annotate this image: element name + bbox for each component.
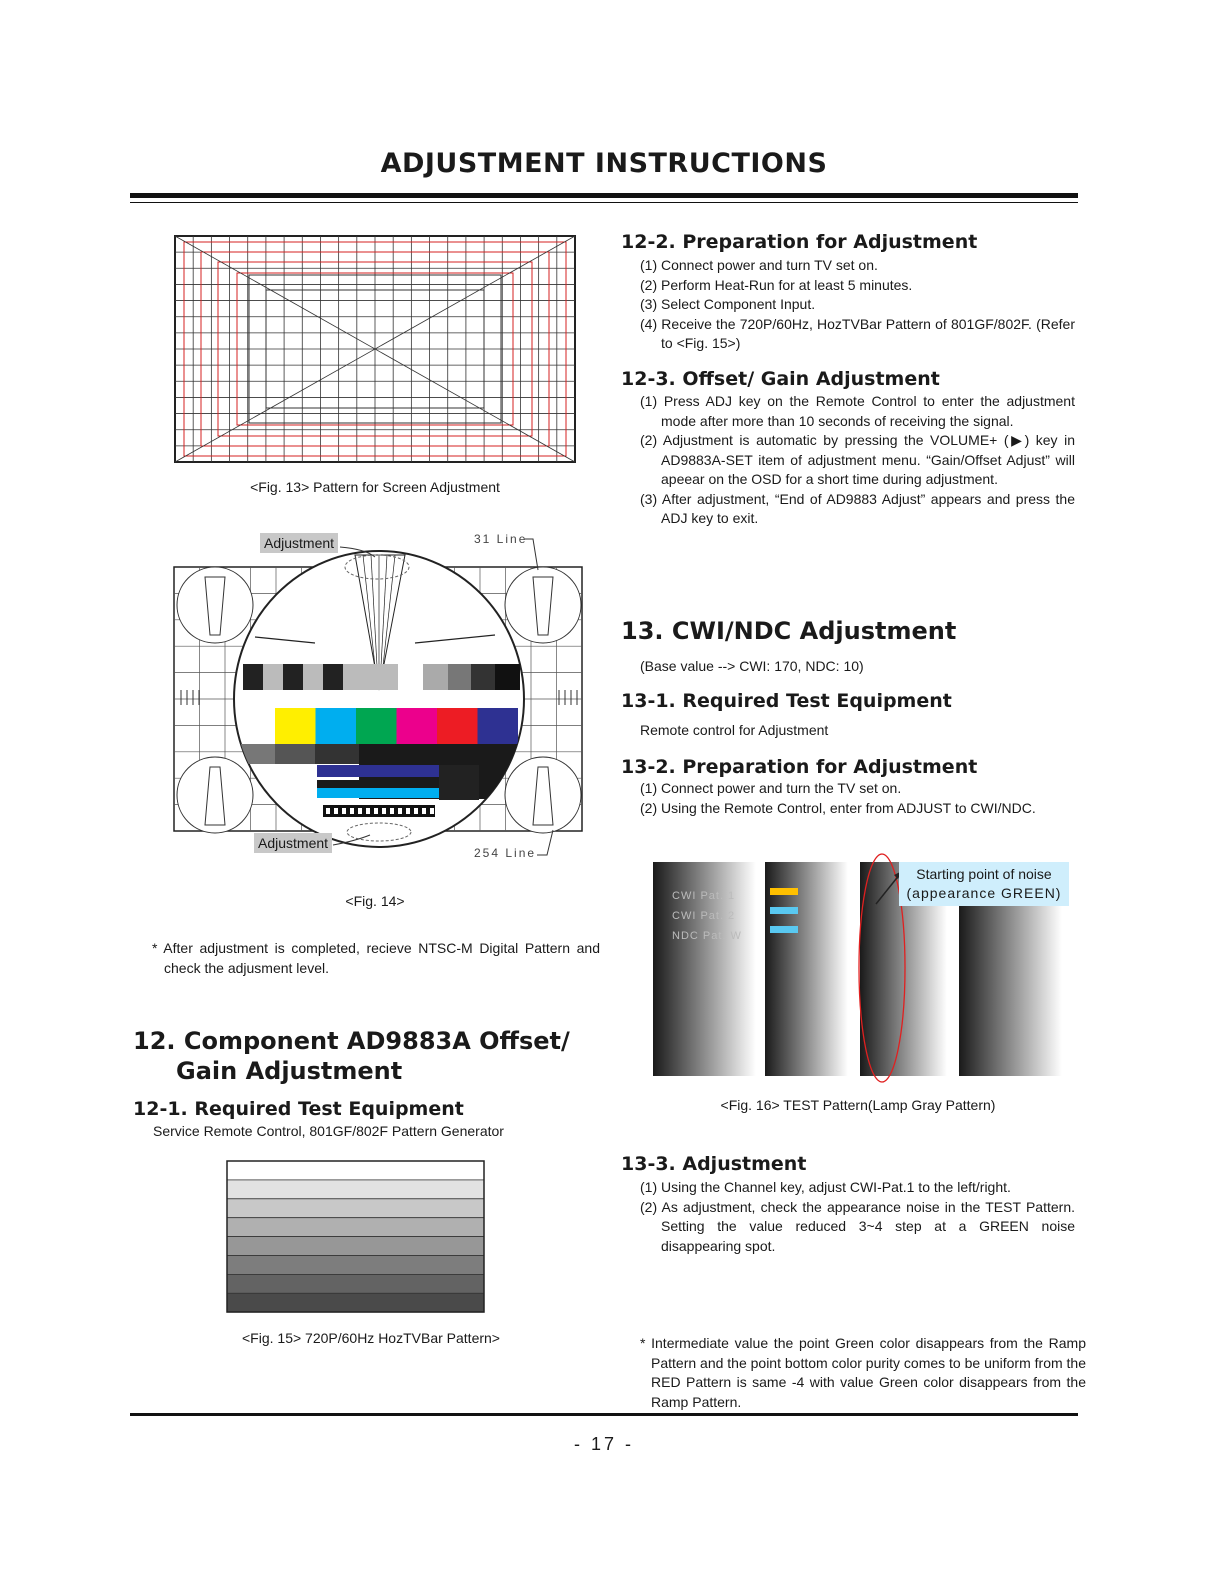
section13-1-title: 13-1. Required Test Equipment bbox=[621, 690, 952, 712]
section12-title-line1: 12. Component AD9883A Offset/ bbox=[133, 1027, 570, 1055]
section13-2-list bbox=[640, 779, 1075, 818]
fig14-line-top: 31 Line bbox=[474, 532, 528, 546]
fig16-callout-line1: Starting point of noise bbox=[916, 866, 1052, 882]
fig15-horizontal-bars bbox=[226, 1160, 485, 1313]
section12-1-title: 12-1. Required Test Equipment bbox=[133, 1098, 464, 1120]
section13-title: 13. CWI/NDC Adjustment bbox=[621, 617, 957, 645]
fig16-caption: <Fig. 16> TEST Pattern(Lamp Gray Pattern) bbox=[720, 1097, 996, 1113]
section12-3-title: 12-3. Offset/ Gain Adjustment bbox=[621, 368, 940, 390]
footer-rule bbox=[130, 1413, 1078, 1416]
fig13-caption: <Fig. 13> Pattern for Screen Adjustment bbox=[250, 479, 500, 495]
fig15-caption: <Fig. 15> 720P/60Hz HozTVBar Pattern> bbox=[242, 1330, 500, 1346]
list-item: (1) Using the Channel key, adjust CWI-Pat.1 to the left/right. bbox=[640, 1179, 1011, 1195]
section13-3-title: 13-3. Adjustment bbox=[621, 1153, 807, 1175]
section13-2-title: 13-2. Preparation for Adjustment bbox=[621, 756, 978, 778]
fig16-callout-line2: (appearance GREEN) bbox=[906, 885, 1062, 901]
header-rule bbox=[130, 193, 1078, 198]
list-item: (2) Adjustment is automatic by pressing the VOLUME+ (▶) key in AD9883A-SET item of adjustment menu. “Gain/Offset Adjust” will apeear on the OSD for a short time during adjustment. bbox=[640, 432, 1075, 487]
list-item: (2) Using the Remote Control, enter from ADJUST to CWI/NDC. bbox=[640, 799, 1036, 816]
fig16-callout bbox=[899, 862, 1069, 906]
section13-1-text: Remote control for Adjustment bbox=[640, 722, 829, 738]
list-item: (1) Connect power and turn TV set on. bbox=[640, 257, 878, 273]
list-item: (2) As adjustment, check the appearance noise in the TEST Pattern. Setting the value reduced 3~4 step at a GREEN noise disappearing spot. bbox=[640, 1198, 1075, 1254]
fig14-label-bottom: Adjustment bbox=[254, 833, 332, 853]
section12-title-line2: Gain Adjustment bbox=[176, 1057, 403, 1085]
list-item: (1) Press ADJ key on the Remote Control to enter the adjustment mode after more than 10 seconds of receiving the signal. bbox=[640, 393, 1075, 429]
list-item: (3) Select Component Input. bbox=[640, 296, 816, 312]
list-item: (3) After adjustment, “End of AD9883 Adjust” appears and press the ADJ key to exit. bbox=[640, 490, 1075, 526]
section12-1-text: Service Remote Control, 801GF/802F Pattern Generator bbox=[153, 1123, 504, 1139]
fig16-legend-ndc: NDC Pat. W bbox=[672, 930, 742, 942]
section12-2-title: 12-2. Preparation for Adjustment bbox=[621, 231, 978, 253]
fig14-caption: <Fig. 14> bbox=[345, 893, 405, 909]
list-item: (2) Perform Heat-Run for at least 5 minutes. bbox=[640, 276, 913, 293]
page-number: - 17 - bbox=[573, 1434, 634, 1454]
fig13-grid-pattern bbox=[174, 235, 576, 463]
section12-3-list bbox=[640, 392, 1075, 529]
fig14-test-card bbox=[165, 525, 595, 870]
section13-base-value: (Base value --> CWI: 170, NDC: 10) bbox=[640, 658, 864, 674]
fig14-label-top: Adjustment bbox=[260, 533, 338, 553]
fig14-line-bottom: 254 Line bbox=[474, 846, 537, 860]
page-title: ADJUSTMENT INSTRUCTIONS bbox=[380, 148, 828, 179]
fig16-legend bbox=[672, 886, 742, 946]
section13-3-list bbox=[640, 1178, 1075, 1256]
adjustment-note: * After adjustment is completed, recieve NTSC-M Digital Pattern and check the adjusment level. bbox=[152, 940, 600, 976]
list-item: (4) Receive the 720P/60Hz, HozTVBar Pattern of 801GF/802F. (Refer to <Fig. 15>) bbox=[640, 315, 1075, 351]
section12-2-list bbox=[640, 256, 1075, 354]
fig16-legend-cwi2: CWI Pat. 2 bbox=[672, 910, 736, 922]
header-rule-thin bbox=[130, 202, 1078, 203]
section13-3-note: * Intermediate value the point Green color disappears from the Ramp Pattern and the point bottom color purity comes to be uniform from the RED Pattern is same -4 with value Green color disappears from the Ramp Pattern. bbox=[640, 1335, 1086, 1410]
section12-title bbox=[133, 1026, 570, 1086]
fig16-legend-cwi1: CWI Pat. 1 bbox=[672, 890, 736, 902]
list-item: (1) Connect power and turn the TV set on. bbox=[640, 780, 902, 796]
